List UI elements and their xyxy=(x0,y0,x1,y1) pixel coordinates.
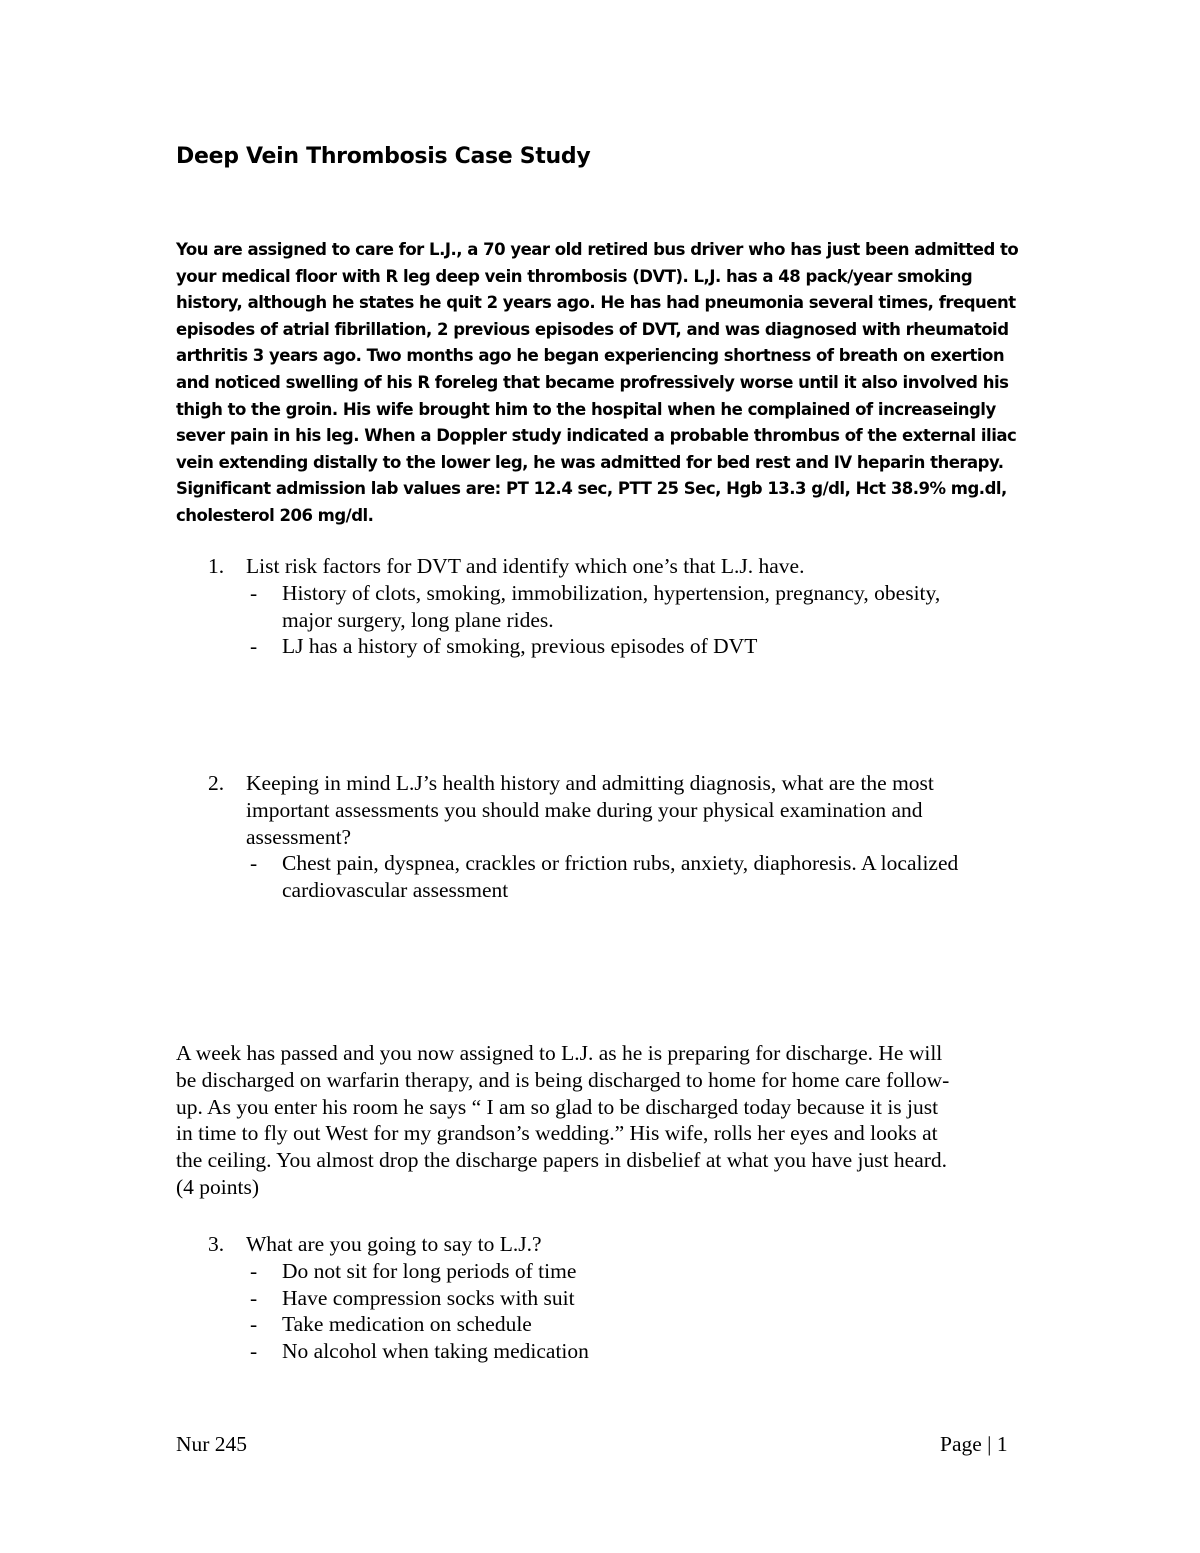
scenario-line: (4 points) xyxy=(176,1174,260,1199)
question-number: 3. xyxy=(208,1232,225,1256)
answer-list xyxy=(208,1258,1048,1365)
intro-line: history, although he states he quit 2 years ago. He has had pneumonia several times, frequent xyxy=(176,293,1016,313)
answer-item xyxy=(208,580,1048,634)
question-text: What are you going to say to L.J.? xyxy=(246,1232,542,1256)
dash-bullet: - xyxy=(250,580,258,605)
question-text: assessment? xyxy=(246,824,352,849)
answer-text: Take medication on schedule xyxy=(282,1312,532,1337)
intro-line: thigh to the groin. His wife brought him to the hospital when he complained of increaseingly xyxy=(176,399,996,419)
discharge-scenario-paragraph xyxy=(176,1040,1056,1201)
intro-line: episodes of atrial fibrillation, 2 previous episodes of DVT, and was diagnosed with rheumatoid xyxy=(176,319,1009,339)
dash-bullet: - xyxy=(250,1285,258,1310)
answer-item xyxy=(208,1258,1048,1285)
answer-text: Do not sit for long periods of time xyxy=(282,1258,577,1283)
scenario-line: be discharged on warfarin therapy, and is being discharged to home for home care follow- xyxy=(176,1067,950,1092)
question-1 xyxy=(208,553,1048,660)
question-number: 2. xyxy=(208,771,225,795)
answer-text: Chest pain, dyspnea, crackles or friction rubs, anxiety, diaphoresis. A localized xyxy=(282,851,959,876)
dash-bullet: - xyxy=(250,1258,258,1283)
answer-item xyxy=(208,850,1048,904)
question-2 xyxy=(208,770,1048,904)
answer-list xyxy=(208,580,1048,660)
question-prompt xyxy=(208,1231,1048,1258)
answer-text: No alcohol when taking medication xyxy=(282,1339,589,1364)
question-prompt xyxy=(208,553,1048,580)
answer-list xyxy=(208,850,1048,904)
intro-line: and noticed swelling of his R foreleg that became profressively worse until it also involved his xyxy=(176,372,1009,392)
intro-line: your medical floor with R leg deep vein thrombosis (DVT). L,J. has a 48 pack/year smoking xyxy=(176,266,973,286)
question-prompt xyxy=(208,770,1048,850)
document-title: Deep Vein Thrombosis Case Study xyxy=(176,144,591,169)
answer-item xyxy=(208,1338,1048,1365)
answer-text: LJ has a history of smoking, previous episodes of DVT xyxy=(282,634,758,659)
scenario-line: in time to fly out West for my grandson’s wedding.” His wife, rolls her eyes and looks at xyxy=(176,1121,938,1146)
case-intro-paragraph xyxy=(176,237,1036,530)
intro-line: sever pain in his leg. When a Doppler study indicated a probable thrombus of the external iliac xyxy=(176,426,1017,446)
answer-text: cardiovascular assessment xyxy=(282,878,509,903)
scenario-line: A week has passed and you now assigned to L.J. as he is preparing for discharge. He will xyxy=(176,1041,943,1065)
dash-bullet: - xyxy=(250,851,258,876)
question-3 xyxy=(208,1231,1048,1365)
answer-item xyxy=(208,1311,1048,1338)
intro-line: arthritis 3 years ago. Two months ago he began experiencing shortness of breath on exertion xyxy=(176,346,1005,366)
dash-bullet: - xyxy=(250,1339,258,1364)
footer-page-number: Page | 1 xyxy=(940,1432,1008,1456)
question-text: Keeping in mind L.J’s health history and admitting diagnosis, what are the most xyxy=(246,771,934,795)
question-number: 1. xyxy=(208,554,225,578)
scenario-line: up. As you enter his room he says “ I am so glad to be discharged today because it is just xyxy=(176,1094,939,1119)
answer-item xyxy=(208,1285,1048,1312)
intro-line: vein extending distally to the lower leg, he was admitted for bed rest and IV heparin therapy. xyxy=(176,452,1004,472)
question-text: important assessments you should make during your physical examination and xyxy=(246,797,923,822)
dash-bullet: - xyxy=(250,1312,258,1337)
answer-text: History of clots, smoking, immobilization, hypertension, pregnancy, obesity, xyxy=(282,580,941,605)
answer-text: Have compression socks with suit xyxy=(282,1285,575,1310)
answer-text: major surgery, long plane rides. xyxy=(282,607,554,632)
scenario-line: the ceiling. You almost drop the discharge papers in disbelief at what you have just heard. xyxy=(176,1148,948,1173)
intro-line: You are assigned to care for L.J., a 70 year old retired bus driver who has just been admitted to xyxy=(176,240,1019,259)
footer-course-label: Nur 245 xyxy=(176,1432,248,1456)
dash-bullet: - xyxy=(250,634,258,659)
question-text: List risk factors for DVT and identify which one’s that L.J. have. xyxy=(246,554,805,578)
intro-line: cholesterol 206 mg/dl. xyxy=(176,505,374,525)
intro-line: Significant admission lab values are: PT 12.4 sec, PTT 25 Sec, Hgb 13.3 g/dl, Hct 38.9% mg.dl, xyxy=(176,479,1007,499)
answer-item xyxy=(208,633,1048,660)
